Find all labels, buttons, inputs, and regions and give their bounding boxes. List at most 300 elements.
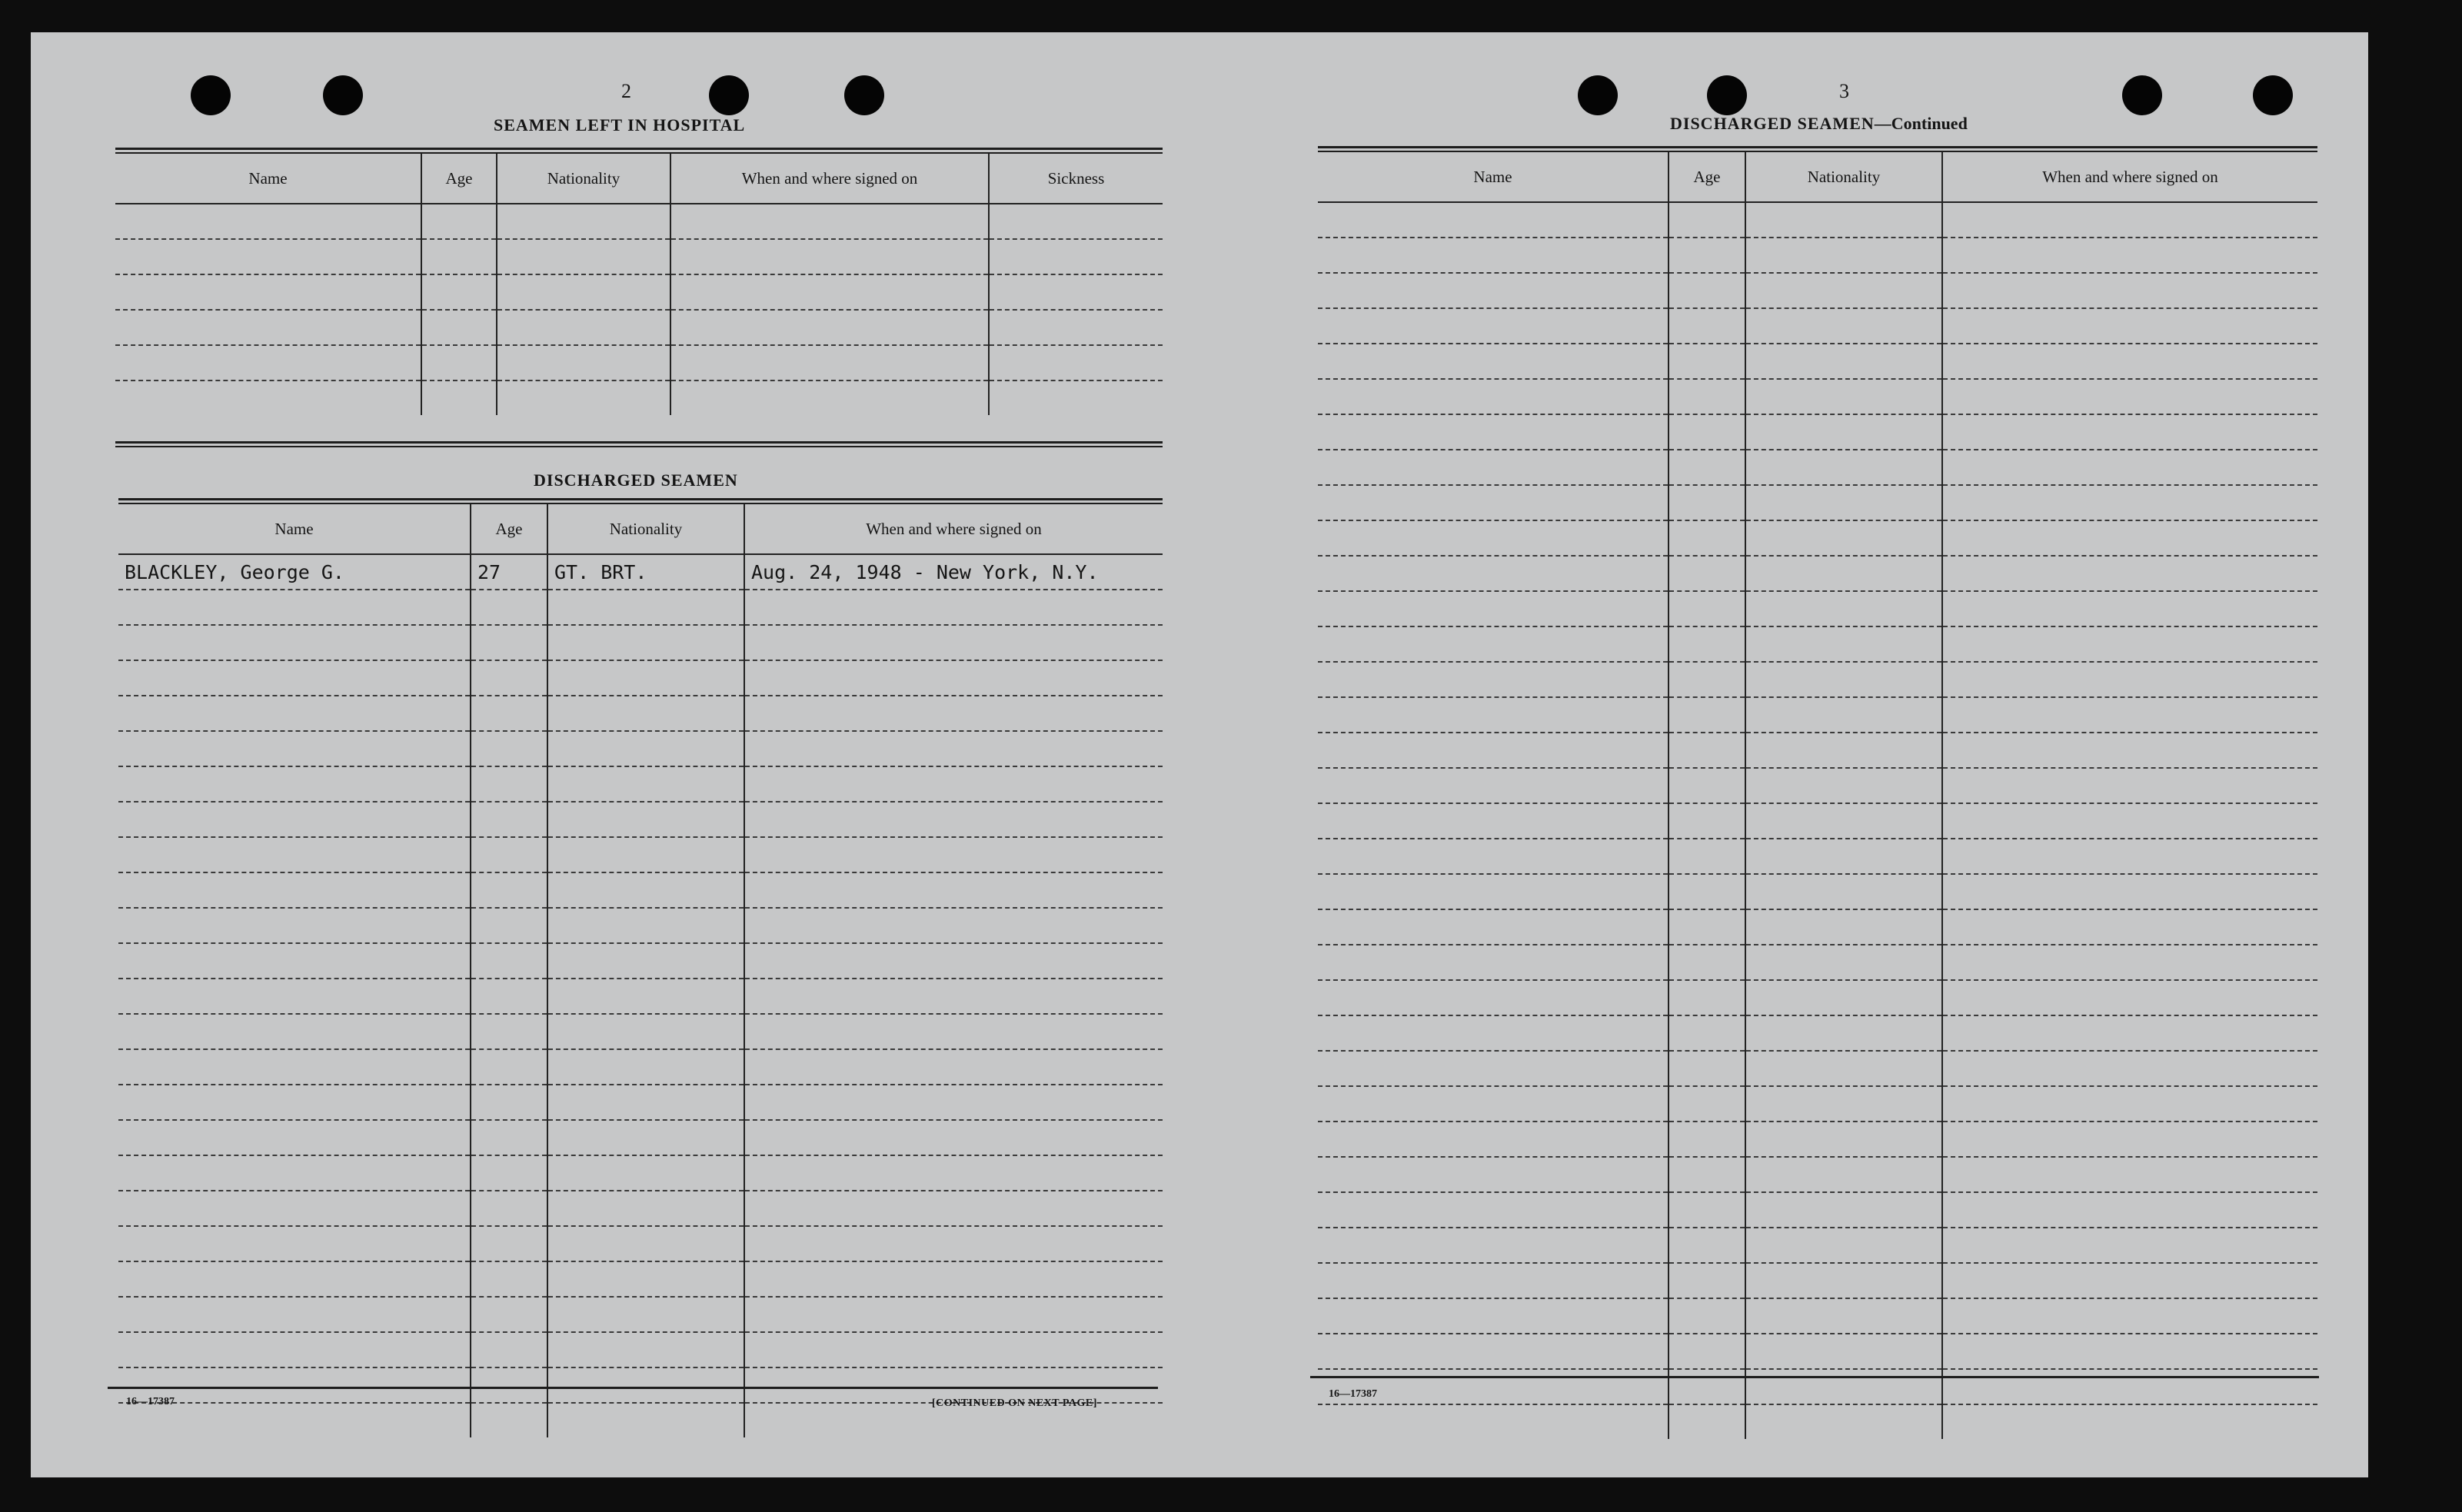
table-cell-empty (1942, 1192, 2317, 1228)
table-cell-empty (1942, 733, 2317, 768)
table-row (1318, 1122, 2317, 1157)
table-row (1318, 308, 2317, 344)
table-cell-empty (118, 660, 471, 696)
table-cell-empty (1669, 980, 1745, 1015)
table-cell-empty (1318, 520, 1669, 556)
table-cell-empty (744, 766, 1163, 802)
table-row (118, 660, 1163, 696)
table-cell-empty (670, 239, 989, 274)
table-cell-empty (471, 1120, 547, 1155)
table-cell-empty (1745, 520, 1942, 556)
table-cell-empty (118, 1155, 471, 1191)
table-cell-empty (471, 660, 547, 696)
table-row (1318, 1086, 2317, 1122)
table-cell-empty (547, 1155, 744, 1191)
table-row (118, 625, 1163, 660)
table-row (1318, 1157, 2317, 1192)
table-row (118, 554, 1163, 590)
table-cell-empty (744, 696, 1163, 731)
table-cell-empty (118, 696, 471, 731)
table-cell-empty (118, 731, 471, 766)
table-cell-empty (1745, 1086, 1942, 1122)
continued-note: [CONTINUED ON NEXT PAGE] (932, 1397, 1097, 1409)
table-cell-empty (1318, 1298, 1669, 1334)
table-cell-empty (1669, 485, 1745, 520)
table-cell-empty (1745, 1369, 1942, 1404)
table-cell-empty (421, 204, 497, 239)
table-cell-empty (471, 1085, 547, 1120)
table-cell-empty (421, 310, 497, 345)
column-header-name: Name (115, 154, 421, 204)
table-cell-empty (1942, 450, 2317, 485)
table-cell-empty (744, 1226, 1163, 1261)
table-cell-empty (1745, 308, 1942, 344)
table-cell-empty (989, 380, 1163, 415)
table-cell-empty (1745, 273, 1942, 308)
table-cell-empty (1745, 909, 1942, 945)
table-cell-empty (1942, 1263, 2317, 1298)
table-row (1318, 379, 2317, 414)
table-row (1318, 273, 2317, 308)
table-cell-empty (1669, 450, 1745, 485)
table-cell-empty (497, 274, 670, 310)
table-cell-empty (1942, 273, 2317, 308)
table-row (1318, 238, 2317, 273)
punch-hole (709, 75, 749, 115)
table-cell-empty (115, 204, 421, 239)
table-cell-empty (118, 837, 471, 872)
table-cell-empty (989, 345, 1163, 380)
table-row (118, 943, 1163, 979)
table-cell-empty (1318, 1086, 1669, 1122)
table-cell-empty (547, 1403, 744, 1437)
table-row (1318, 839, 2317, 874)
section-title-main: DISCHARGED SEAMEN (1670, 114, 1875, 133)
right-page (1215, 32, 2368, 1477)
table-cell-empty (744, 1191, 1163, 1226)
table-cell-empty (1942, 414, 2317, 450)
table-cell-empty (547, 1049, 744, 1085)
table-cell-empty (1745, 697, 1942, 733)
discharged-table (118, 504, 1163, 1437)
table-cell-empty (118, 625, 471, 660)
table-cell-empty (1669, 379, 1745, 414)
table-cell-empty (471, 1403, 547, 1437)
table-cell-empty (1942, 768, 2317, 803)
column-header-signed-on: When and where signed on (1942, 152, 2317, 202)
table-cell-empty (1942, 379, 2317, 414)
table-row (118, 1261, 1163, 1297)
column-header-signed-on: When and where signed on (670, 154, 989, 204)
table-row (118, 1014, 1163, 1049)
table-cell-empty (115, 310, 421, 345)
table-cell-empty (1942, 1122, 2317, 1157)
table-cell-empty (547, 1332, 744, 1367)
table-row (1318, 626, 2317, 662)
table-cell-empty (1745, 414, 1942, 450)
table-cell-empty (1669, 1263, 1745, 1298)
table-cell-empty (471, 872, 547, 908)
table-cell-empty (1318, 626, 1669, 662)
table-cell-empty (471, 908, 547, 943)
table-cell-empty (1669, 768, 1745, 803)
page-number: 3 (1839, 80, 1849, 102)
table-cell-empty (1942, 1369, 2317, 1404)
table-cell-empty (744, 837, 1163, 872)
column-header-name: Name (118, 504, 471, 554)
bottom-rule (108, 1387, 1158, 1389)
table-cell-empty (497, 380, 670, 415)
table-row (1318, 556, 2317, 591)
double-rule (1318, 146, 2317, 152)
table-cell-name: BLACKLEY, George G. (118, 554, 471, 590)
table-cell-empty (547, 1014, 744, 1049)
table-cell-signed-on: Aug. 24, 1948 - New York, N.Y. (744, 554, 1163, 590)
table-row (1318, 662, 2317, 697)
table-cell-empty (1318, 273, 1669, 308)
table-cell-empty (744, 979, 1163, 1014)
table-cell-empty (1745, 238, 1942, 273)
table-cell-empty (1318, 1263, 1669, 1298)
table-row (1318, 591, 2317, 626)
table-cell-empty (471, 837, 547, 872)
table-row (118, 872, 1163, 908)
table-cell-empty (115, 274, 421, 310)
table-cell-empty (1745, 768, 1942, 803)
table-cell-empty (421, 345, 497, 380)
table-cell-empty (1318, 1404, 1669, 1439)
table-row (118, 590, 1163, 625)
table-cell-empty (1669, 1369, 1745, 1404)
table-cell-empty (1942, 1086, 2317, 1122)
table-cell-empty (118, 1014, 471, 1049)
table-cell-empty (118, 1191, 471, 1226)
table-cell-empty (744, 908, 1163, 943)
table-cell-empty (744, 1049, 1163, 1085)
table-row (1318, 1015, 2317, 1051)
table-cell-empty (118, 872, 471, 908)
table-cell-empty (1669, 803, 1745, 839)
table-cell-empty (1942, 238, 2317, 273)
table-cell-empty (1942, 1015, 2317, 1051)
table-cell-empty (1318, 980, 1669, 1015)
table-cell-empty (1318, 450, 1669, 485)
table-row (1318, 768, 2317, 803)
table-cell-empty (1318, 909, 1669, 945)
table-cell-empty (1318, 1157, 1669, 1192)
table-row (1318, 1298, 2317, 1334)
table-cell-empty (1318, 1122, 1669, 1157)
table-cell-empty (547, 979, 744, 1014)
table-cell-empty (1745, 1298, 1942, 1334)
table-cell-empty (1745, 626, 1942, 662)
table-cell-empty (1318, 485, 1669, 520)
table-cell-empty (1745, 733, 1942, 768)
table-cell-empty (471, 1226, 547, 1261)
table-row (115, 204, 1163, 239)
table-cell-empty (1318, 697, 1669, 733)
table-cell-empty (471, 1367, 547, 1403)
column-header-sickness: Sickness (989, 154, 1163, 204)
punch-hole (2253, 75, 2293, 115)
table-cell-empty (547, 625, 744, 660)
table-cell-empty (547, 1297, 744, 1332)
form-code: 16—17387 (126, 1396, 175, 1407)
table-cell-empty (1745, 874, 1942, 909)
table-cell-empty (115, 380, 421, 415)
bottom-rule (1310, 1376, 2319, 1378)
table-cell-empty (118, 1261, 471, 1297)
table-cell-empty (1669, 1015, 1745, 1051)
table-row (118, 1049, 1163, 1085)
table-cell-empty (989, 310, 1163, 345)
document-sheet (31, 32, 2368, 1477)
table-row (118, 1155, 1163, 1191)
table-row (118, 1297, 1163, 1332)
table-cell-empty (1669, 1122, 1745, 1157)
table-cell-empty (115, 345, 421, 380)
table-cell-empty (1942, 909, 2317, 945)
table-cell-empty (1318, 874, 1669, 909)
table-cell-empty (744, 625, 1163, 660)
table-cell-empty (497, 310, 670, 345)
table-cell-empty (547, 1191, 744, 1226)
table-cell-empty (1669, 556, 1745, 591)
table-row (1318, 414, 2317, 450)
table-cell-empty (1745, 980, 1942, 1015)
table-cell-empty (1318, 1334, 1669, 1369)
table-cell-empty (115, 239, 421, 274)
column-header-name: Name (1318, 152, 1669, 202)
table-cell-empty (1318, 414, 1669, 450)
table-cell-empty (547, 696, 744, 731)
table-cell-empty (1669, 202, 1745, 238)
table-cell-empty (1318, 768, 1669, 803)
table-cell-empty (1669, 1192, 1745, 1228)
table-cell-empty (670, 380, 989, 415)
table-row (118, 1085, 1163, 1120)
table-cell-empty (497, 345, 670, 380)
table-cell-empty (1942, 202, 2317, 238)
table-cell-empty (1942, 1051, 2317, 1086)
table-cell-empty (1942, 626, 2317, 662)
table-cell-empty (1669, 273, 1745, 308)
table-row (1318, 1263, 2317, 1298)
table-cell-age: 27 (471, 554, 547, 590)
column-header-nationality: Nationality (1745, 152, 1942, 202)
table-cell-empty (1942, 1157, 2317, 1192)
table-cell-empty (744, 1014, 1163, 1049)
table-cell-empty (118, 1120, 471, 1155)
table-cell-empty (118, 1297, 471, 1332)
table-row (115, 345, 1163, 380)
table-cell-empty (1745, 1157, 1942, 1192)
table-cell-empty (1669, 520, 1745, 556)
table-row (1318, 1404, 2317, 1439)
double-rule (118, 498, 1163, 504)
table-cell-empty (471, 1014, 547, 1049)
table-cell-empty (1745, 202, 1942, 238)
table-cell-empty (547, 1085, 744, 1120)
table-cell-empty (547, 1226, 744, 1261)
table-cell-empty (1942, 1298, 2317, 1334)
table-cell-empty (471, 1332, 547, 1367)
table-cell-empty (670, 310, 989, 345)
table-cell-empty (1318, 344, 1669, 379)
table-cell-empty (1745, 662, 1942, 697)
table-cell-empty (1745, 803, 1942, 839)
table-cell-empty (1318, 591, 1669, 626)
punch-hole (844, 75, 884, 115)
table-cell-empty (1942, 1334, 2317, 1369)
table-cell-empty (547, 1261, 744, 1297)
table-cell-empty (1318, 308, 1669, 344)
table-cell-empty (1942, 591, 2317, 626)
table-cell-empty (1318, 1228, 1669, 1263)
table-row (118, 908, 1163, 943)
table-cell-empty (989, 204, 1163, 239)
table-cell-empty (744, 1155, 1163, 1191)
table-row (1318, 1192, 2317, 1228)
punch-hole (2122, 75, 2162, 115)
table-cell-empty (471, 1297, 547, 1332)
table-cell-empty (547, 837, 744, 872)
table-cell-empty (1942, 662, 2317, 697)
table-row (118, 979, 1163, 1014)
table-cell-empty (471, 590, 547, 625)
table-cell-empty (1318, 1015, 1669, 1051)
table-cell-empty (1745, 485, 1942, 520)
table-row (1318, 909, 2317, 945)
table-row (118, 1226, 1163, 1261)
table-cell-empty (1669, 909, 1745, 945)
table-row (1318, 520, 2317, 556)
table-cell-empty (670, 274, 989, 310)
table-row (1318, 450, 2317, 485)
table-cell-empty (1745, 839, 1942, 874)
table-cell-empty (1669, 1404, 1745, 1439)
table-cell-empty (1669, 839, 1745, 874)
column-header-nationality: Nationality (497, 154, 670, 204)
table-cell-empty (118, 1226, 471, 1261)
table-cell-empty (1745, 1051, 1942, 1086)
table-cell-empty (547, 660, 744, 696)
table-cell-empty (1669, 1157, 1745, 1192)
table-cell-empty (744, 1085, 1163, 1120)
table-cell-empty (989, 274, 1163, 310)
table-row (1318, 874, 2317, 909)
table-row (1318, 485, 2317, 520)
table-cell-empty (471, 1049, 547, 1085)
table-cell-empty (744, 1297, 1163, 1332)
table-cell-empty (1745, 379, 1942, 414)
table-cell-empty (1318, 379, 1669, 414)
table-row (1318, 803, 2317, 839)
table-cell-empty (1318, 662, 1669, 697)
table-cell-empty (1942, 308, 2317, 344)
punch-hole (1707, 75, 1747, 115)
table-row (1318, 1334, 2317, 1369)
table-row (115, 380, 1163, 415)
hospital-section-title: SEAMEN LEFT IN HOSPITAL (494, 115, 746, 135)
table-row (115, 274, 1163, 310)
table-cell-empty (1942, 945, 2317, 980)
column-header-nationality: Nationality (547, 504, 744, 554)
table-cell-empty (1745, 945, 1942, 980)
table-cell-empty (1318, 803, 1669, 839)
table-cell-empty (1942, 839, 2317, 874)
table-cell-empty (547, 802, 744, 837)
column-header-signed-on: When and where signed on (744, 504, 1163, 554)
table-cell-empty (118, 943, 471, 979)
table-row (118, 1120, 1163, 1155)
table-cell-empty (547, 872, 744, 908)
table-cell-empty (471, 943, 547, 979)
table-cell-empty (744, 1332, 1163, 1367)
table-cell-empty (1669, 733, 1745, 768)
table-cell-empty (1745, 1122, 1942, 1157)
table-row (1318, 1051, 2317, 1086)
table-cell-empty (1318, 945, 1669, 980)
table-cell-empty (421, 239, 497, 274)
table-cell-empty (1942, 803, 2317, 839)
table-cell-empty (744, 590, 1163, 625)
table-cell-empty (744, 802, 1163, 837)
column-header-age: Age (421, 154, 497, 204)
table-row (1318, 697, 2317, 733)
table-cell-empty (118, 766, 471, 802)
table-cell-empty (1318, 1051, 1669, 1086)
table-row (118, 696, 1163, 731)
punch-hole (323, 75, 363, 115)
table-cell-empty (421, 380, 497, 415)
column-header-age: Age (1669, 152, 1745, 202)
table-cell-empty (471, 731, 547, 766)
discharged-section-title: DISCHARGED SEAMEN (534, 470, 738, 490)
table-cell-empty (471, 625, 547, 660)
table-cell-empty (1745, 450, 1942, 485)
page-number: 2 (621, 80, 631, 102)
table-cell-empty (1669, 238, 1745, 273)
table-cell-empty (1669, 626, 1745, 662)
section-title-suffix: —Continued (1874, 114, 1968, 133)
table-row (118, 1191, 1163, 1226)
table-cell-empty (547, 1367, 744, 1403)
table-row (118, 731, 1163, 766)
table-cell-empty (1745, 1192, 1942, 1228)
table-cell-empty (1669, 1086, 1745, 1122)
table-cell-empty (1942, 485, 2317, 520)
table-cell-empty (1745, 1228, 1942, 1263)
table-cell-empty (421, 274, 497, 310)
table-cell-empty (744, 1120, 1163, 1155)
table-cell-empty (1942, 520, 2317, 556)
table-cell-empty (471, 1191, 547, 1226)
table-cell-empty (1669, 662, 1745, 697)
table-cell-empty (1745, 344, 1942, 379)
table-cell-empty (118, 1332, 471, 1367)
table-cell-empty (547, 590, 744, 625)
table-cell-empty (118, 1049, 471, 1085)
table-cell-empty (1745, 591, 1942, 626)
table-cell-empty (989, 239, 1163, 274)
table-cell-empty (1669, 414, 1745, 450)
table-cell-empty (118, 908, 471, 943)
table-cell-empty (497, 239, 670, 274)
table-cell-empty (1669, 1298, 1745, 1334)
table-row (115, 239, 1163, 274)
column-header-age: Age (471, 504, 547, 554)
